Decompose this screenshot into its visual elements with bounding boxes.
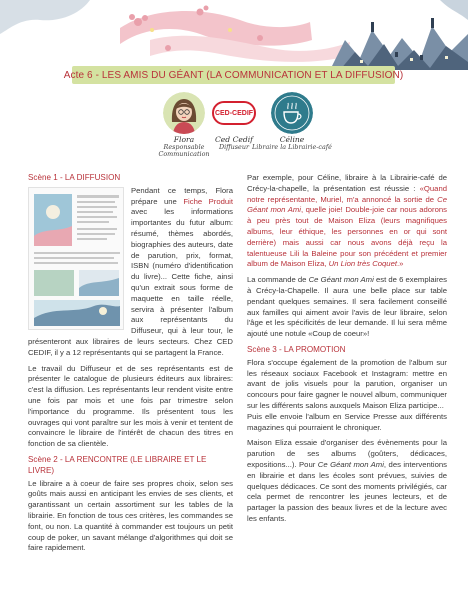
scene-2-heading: Scène 2 - LA RENCONTRE (LE LIBRAIRE ET LE LIVRE) — [28, 454, 207, 475]
act-title: Acte 6 - LES AMIS DU GÉANT (LA COMMUNICATION ET LA DIFFUSION) — [63, 69, 404, 81]
product-sheet-thumbnail — [28, 187, 124, 330]
cafe-cup-icon — [271, 92, 313, 134]
fiche-produit-link[interactable]: Fiche Produit — [183, 196, 233, 206]
ced-cedif-logo: CED-CEDIF — [212, 92, 256, 134]
person-celine — [250, 92, 334, 151]
scene-3-heading: Scène 3 - LA PROMOTION — [247, 344, 346, 354]
scene-2-paragraph-1: Le libraire a à coeur de faire ses propres choix, selon ses goûts mais aussi en anticipant les envies de ses clients, et garantissant un certain assortiment sur les tables de la librairie. En fonction de tous ces critères, les commandes se font, ou non. La quantité à commander est toujours un petit coup de poker, un savant mélange d'algorithmes qui doit se faire rapidement. — [28, 478, 233, 553]
person-role: Responsable Communication — [158, 142, 210, 159]
scene-1-paragraph-1: Pendant ce temps, Flora prépare une Fiche Produit avec les informations importantes du futur album: résumé, thèmes abordés, biographies des auteurs, date de parution, prix, format, ISBN (numéro d'identification du livre)... Cette fiche, ainsi qu'un extrait sous forme de maquette en taille réelle, servira à présenter l'album aux représentants du Diffuseur, qui à leur tour, le présenteront aux libraires de leurs secteurs. Chez CED CEDIF, il y a 12 représentants qui se partagent la France. — [28, 185, 233, 357]
bookseller-quote: «Quand notre représentante, Muriel, m'a annoncé la sortie de Ce Géant mon Ami, quelle joie! Double-joie car nous adorons à peu près tout de Maison Eliza (leurs magnifiques albums, leur éthique, les personnes en or qui sont derrière) mais aussi car nous avons déjà reçu la talentueuse Lili la Baleine pour son précédent et premier album de Maison Eliza, Un Lion très Coquet.» — [247, 183, 448, 269]
person-name: Ced Cedif — [215, 135, 253, 144]
person-name: Céline — [279, 135, 305, 144]
right-paragraph-2: La commande de Ce Géant mon Ami est de 6 exemplaires à Crécy-la-Chapelle. Il aura une belle place sur table pendant quelques semaines. Il sera facilement conseillé aux familles qui aiment avoir l'avis de leur libraire, selon l'âge et les spécificités de leur demande. Il lui sera même ajouté une notule «Coup de coeur»! — [247, 275, 447, 339]
scene-1-paragraph-2: Le travail du Diffuseur et de ses représentants est de présenter le catalogue de plusieurs éditeurs aux libraires: c'est la diffusion. Les représentants leur rendent visite entre une fois par mois et une fois par trimestre selon l'importance du programme. Ils présentent tous les ouvrages qui vont paraître sur les mois à venir et tentent de convaincre le libraire de l'intérêt de chacun des titres en fonction de sa clientèle. — [28, 363, 233, 449]
header-illustration — [0, 0, 468, 70]
right-paragraph-4: Maison Eliza essaie d'organiser des évènements pour la parution de ses albums (goûters, dédicaces, expositions...). Pour Ce Géant mon Ami, des interventions en librairie et dans les écoles sont prévues, suivies de quelques dédicaces. Ce sont des moments privilégiés, car cela permet de rencontrer les jeunes lecteurs, et de partager la passion des beaux livres et de la lecture avec les enfants. — [247, 438, 448, 523]
right-paragraph-1: Par exemple, pour Céline, libraire à la Librairie-café de Crécy-la-chapelle, la présentation est réussie : «Quand notre représentante, Muriel, m'a annoncé la sortie de Ce Géant mon Ami, quelle joie! Double-joie car nous adorons à peu près tout de Maison Eliza (leurs magnifiques albums, leur éthique, les personnes en or qui sont derrière) mais aussi car nous avons déjà reçu la talentueuse Lili la Baleine pour son précédent et premier album de Maison Eliza, Un Lion très Coquet.» — [247, 173, 448, 269]
people-row — [0, 92, 468, 172]
scene-1-heading: Scène 1 - LA DIFFUSION — [28, 173, 121, 182]
left-column — [28, 173, 233, 559]
person-role: Libraire la Librairie-café — [252, 142, 332, 151]
right-column — [247, 173, 447, 530]
scene-3-paragraph-1: Flora s'occupe également de la promotion de l'album sur les réseaux sociaux Facebook et Instagram: mettre en avant de jolis visuels pour la parution, organiser un concours pour faire gagner le nouvel album, communiquer sur les différents salons auxquels Maison Eliza participe... — [247, 357, 447, 410]
act-title-banner — [63, 66, 404, 84]
scene-3-paragraph-2: Puis elle envoie l'album en Service Presse aux différents magazines qui pourraient le chroniquer. — [247, 411, 447, 432]
person-name: Flora — [173, 135, 195, 144]
person-role: Diffuseur — [218, 142, 250, 151]
